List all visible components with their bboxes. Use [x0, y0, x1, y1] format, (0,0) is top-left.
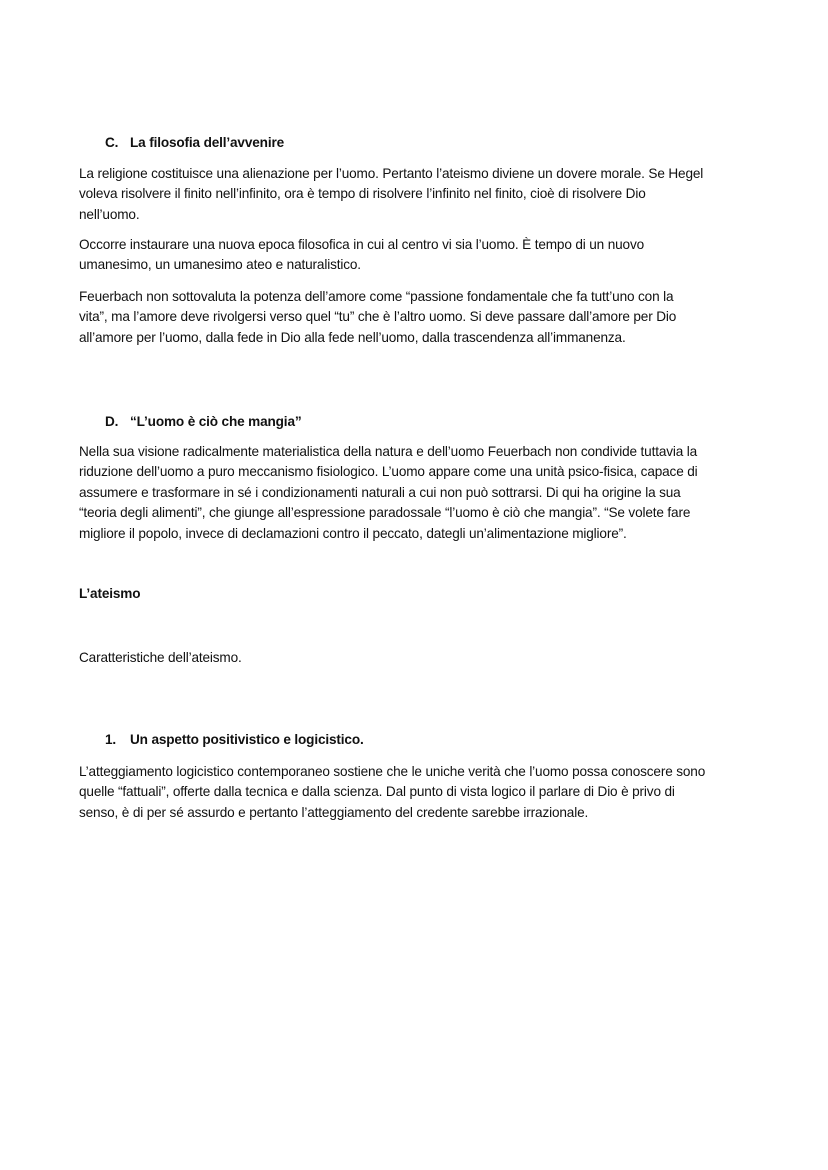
- section-d-heading: [105, 412, 302, 432]
- text-line: quelle “fattuali”, offerte dalla tecnica e dalla scienza. Dal punto di vista logico il parlare di Dio è privo di: [79, 784, 675, 800]
- text-line: L’atteggiamento logicistico contemporaneo sostiene che le uniche verità che l’uomo possa conoscere sono: [79, 764, 706, 779]
- paragraph: [79, 287, 676, 348]
- paragraph: [79, 762, 705, 823]
- ateismo-subtitle: Caratteristiche dell’ateismo.: [79, 650, 242, 665]
- text-line: Occorre instaurare una nuova epoca filosofica in cui al centro vi sia l’uomo. È tempo di un nuovo: [79, 237, 645, 252]
- ateismo-heading: L’ateismo: [79, 586, 141, 601]
- paragraph: [79, 164, 703, 225]
- text-line: Feuerbach non sottovaluta la potenza dell’amore come “passione fondamentale che fa tutt’uno con la: [79, 289, 674, 304]
- text-line: vita”, ma l’amore deve rivolgersi verso quel “tu” che è l’altro uomo. Si deve passare dall’amore per Dio: [79, 309, 677, 325]
- text-line: assumere e trasformare in sé i condizionamenti naturali a cui non può sottrarsi. Di qui ha origine la sua: [79, 484, 681, 500]
- text-line: La religione costituisce una alienazione per l’uomo. Pertanto l’ateismo diviene un dovere morale. Se Hegel: [79, 166, 704, 181]
- section-label: D.: [105, 414, 119, 429]
- paragraph: [79, 442, 698, 544]
- section-1-heading: [105, 730, 364, 750]
- text-line: migliore il popolo, invece di declamazioni contro il peccato, dategli un’alimentazione migliore”.: [79, 525, 627, 541]
- section-label: C.: [105, 135, 119, 150]
- text-line: Nella sua visione radicalmente materialistica della natura e dell’uomo Feuerbach non condivide tuttavia la: [79, 444, 698, 459]
- section-title: Un aspetto positivistico e logicistico.: [130, 732, 364, 747]
- text-line: “teoria degli alimenti”, che giunge all’espressione paradossale “l’uomo è ciò che mangia”. “Se volete fare: [79, 505, 691, 521]
- section-title: “L’uomo è ciò che mangia”: [130, 414, 302, 429]
- text-line: voleva risolvere il finito nell’infinito, ora è tempo di risolvere l’infinito nel finito, cioè di risolvere Dio: [79, 186, 646, 202]
- section-c-heading: [105, 133, 284, 153]
- text-line: nell’uomo.: [79, 206, 140, 222]
- text-line: umanesimo, un umanesimo ateo e naturalistico.: [79, 257, 361, 273]
- section-title: La filosofia dell’avvenire: [130, 135, 284, 150]
- text-line: senso, è di per sé assurdo e pertanto l’atteggiamento del credente sarebbe irrazionale.: [79, 804, 589, 820]
- text-line: all’amore per l’uomo, dalla fede in Dio alla fede nell’uomo, dalla trascendenza all’immanenza.: [79, 329, 626, 345]
- section-label: 1.: [105, 732, 117, 747]
- paragraph: [79, 235, 644, 276]
- text-line: riduzione dell’uomo a puro meccanismo fisiologico. L’uomo appare come una unità psico-fisica, capace di: [79, 464, 698, 480]
